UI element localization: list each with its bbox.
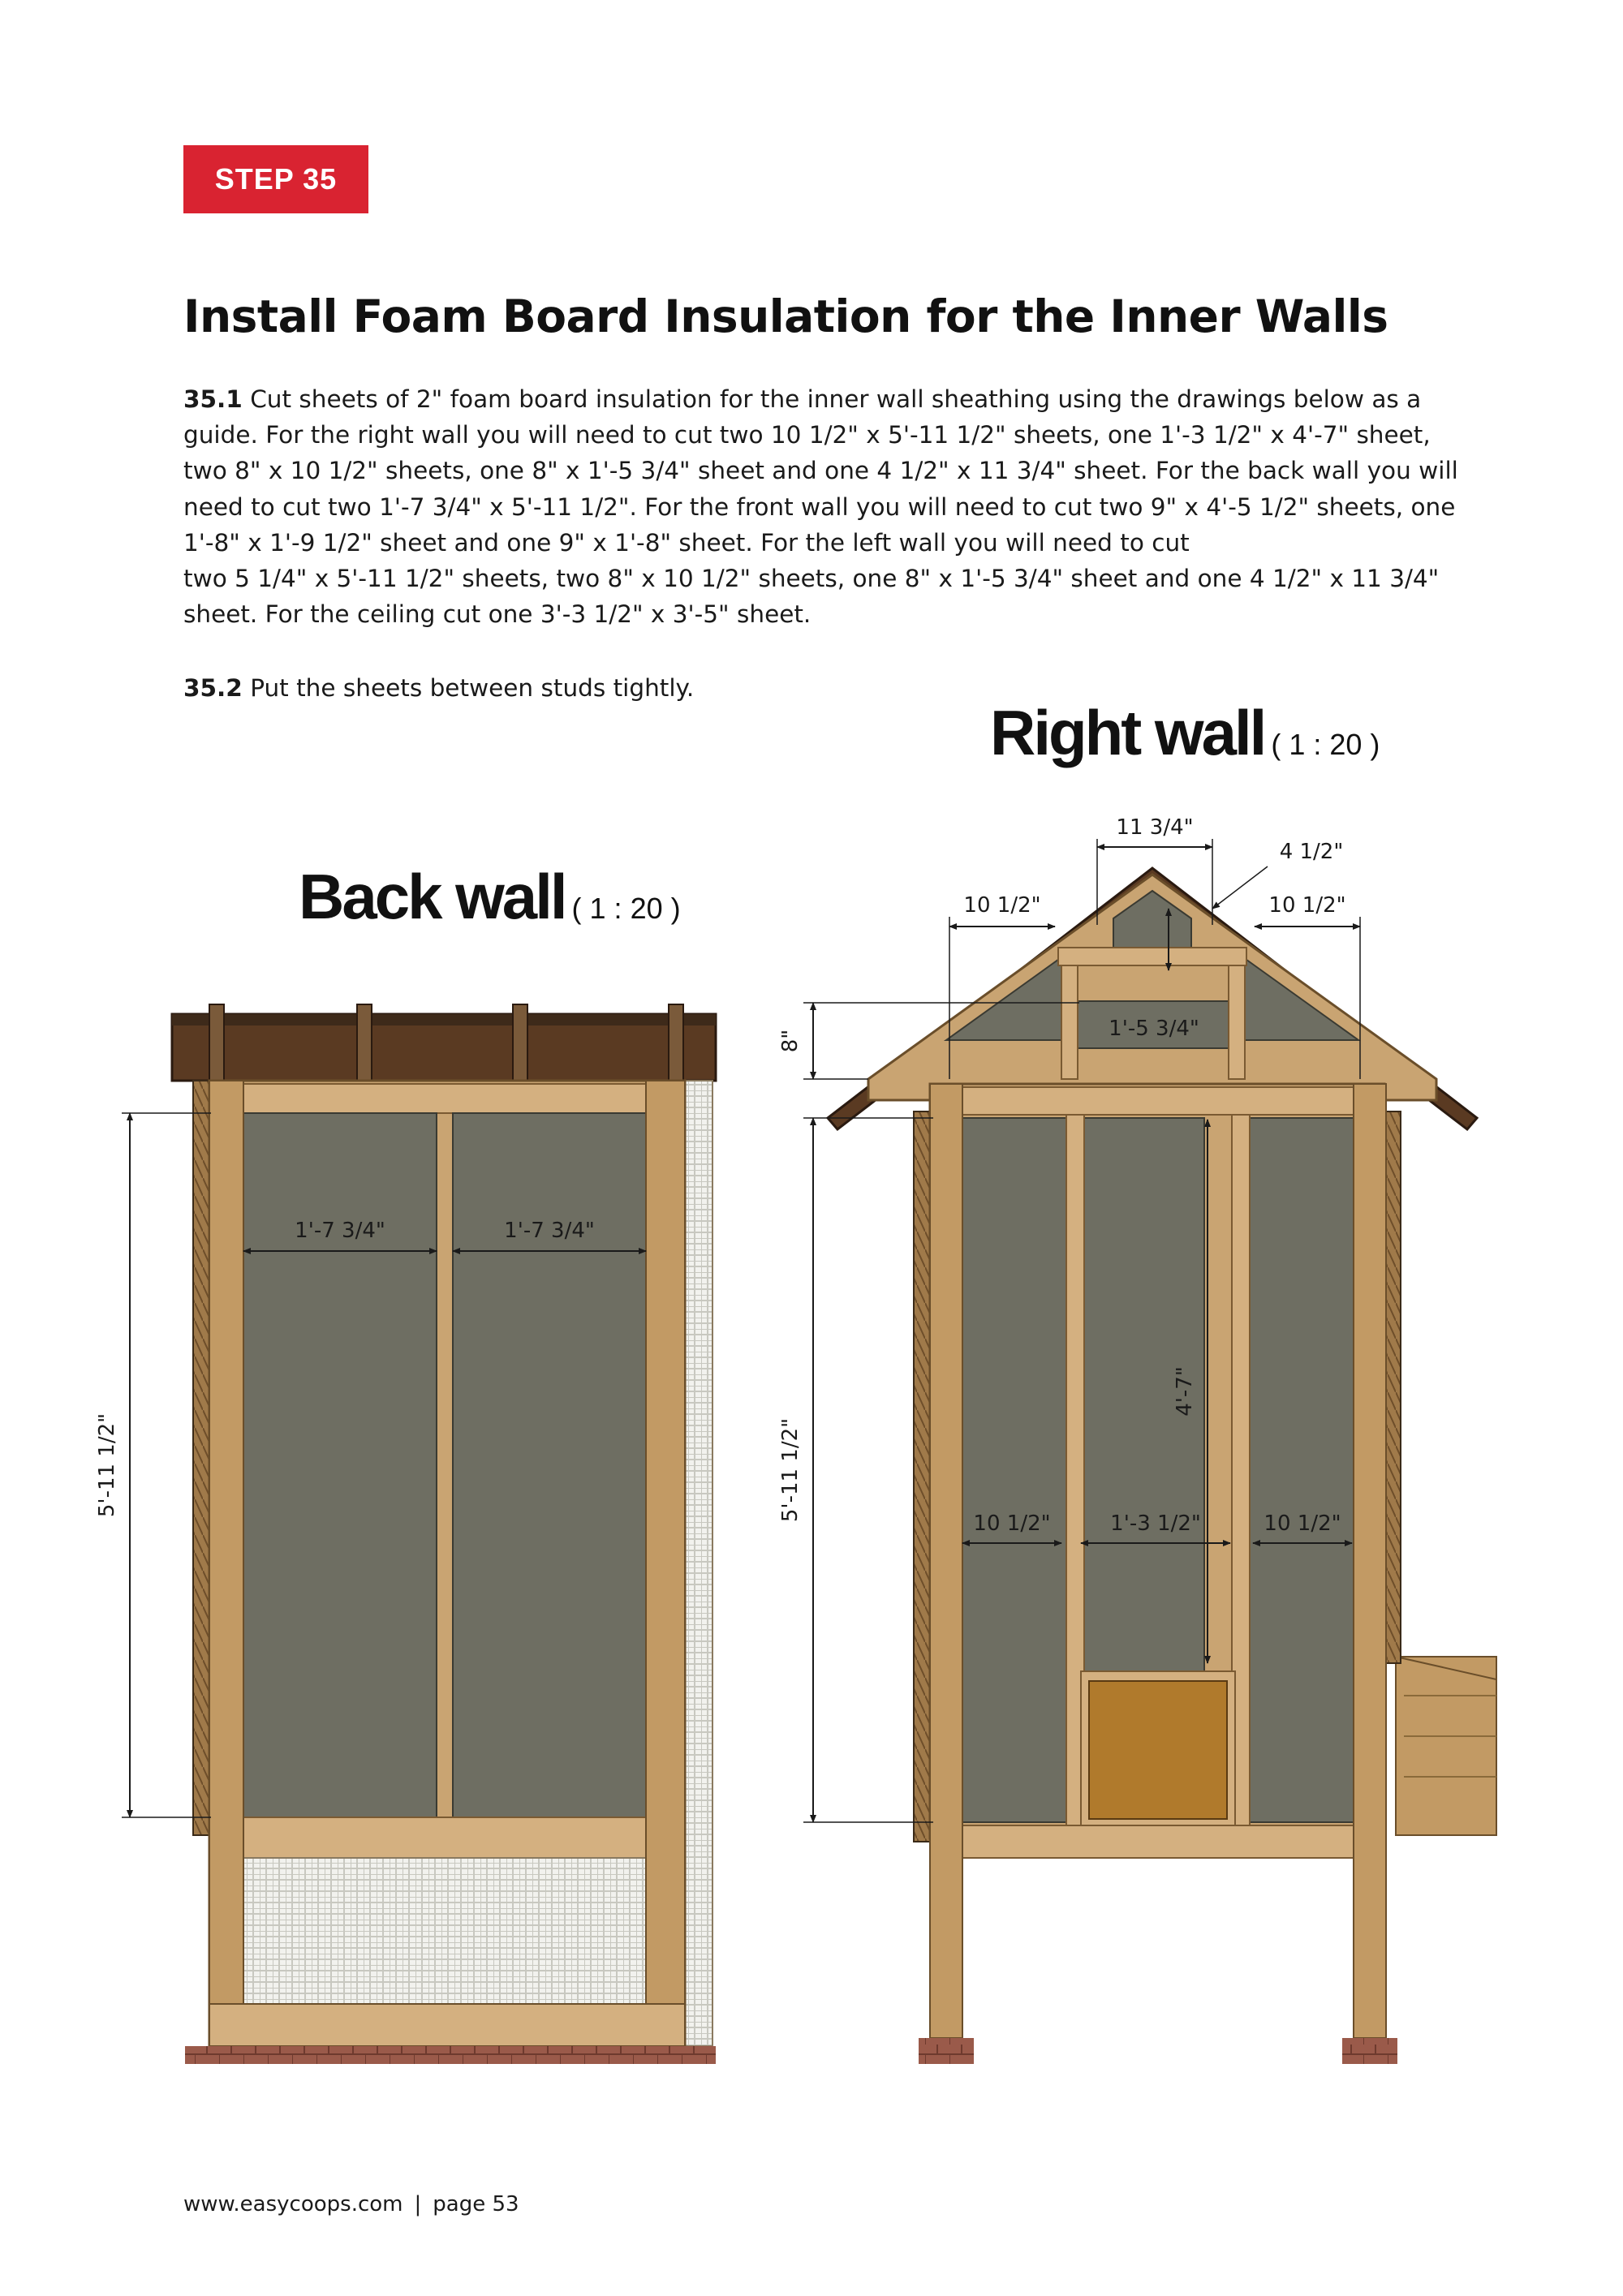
back-wall-ground bbox=[185, 2046, 716, 2064]
back-wall-mesh bbox=[243, 1858, 646, 2004]
footer-page-number: page 53 bbox=[433, 2192, 519, 2216]
page-title: Install Foam Board Insulation for the Inner Walls bbox=[183, 290, 1388, 342]
step-35-1-line-1: 35.1 Cut sheets of 2" foam board insulation for the inner wall sheathing using the drawings below as a bbox=[183, 385, 1422, 413]
back-wall-scale: ( 1 : 20 ) bbox=[571, 892, 681, 925]
right-wall-dim-bottom-left: 10 1/2" bbox=[973, 1511, 1051, 1536]
footer-site-link[interactable]: www.easycoops.com bbox=[183, 2192, 403, 2216]
back-wall-dim-height: 5'-11 1/2" bbox=[95, 1412, 119, 1518]
step-35-2-number: 35.2 bbox=[183, 674, 243, 702]
pop-door bbox=[1089, 1681, 1227, 1819]
footer bbox=[183, 2192, 519, 2216]
right-wall-dim-top-width: 11 3/4" bbox=[1116, 815, 1194, 840]
step-35-2-text: Put the sheets between studs tightly. bbox=[250, 674, 695, 702]
right-wall-scale: ( 1 : 20 ) bbox=[1271, 728, 1380, 761]
right-wall-dim-gable-left: 10 1/2" bbox=[963, 893, 1041, 918]
step-badge: STEP 35 bbox=[183, 145, 368, 213]
right-wall-dim-bottom-right: 10 1/2" bbox=[1264, 1511, 1341, 1536]
nesting-box bbox=[1396, 1657, 1496, 1835]
step-35-1-line-3: two 8" x 10 1/2" sheets, one 8" x 1'-5 3/4" sheet and one 4 1/2" x 11 3/4" sheet. For the back wall you will bbox=[183, 457, 1458, 485]
step-35-1-line-6: two 5 1/4" x 5'-11 1/2" sheets, two 8" x 10 1/2" sheets, one 8" x 1'-5 3/4" sheet and one 4 1/2" x 11 3/4" bbox=[183, 565, 1440, 593]
step-35-1-line-5: 1'-8" x 1'-9 1/2" sheet and one 9" x 1'-8" sheet. For the left wall you will need to cut bbox=[183, 528, 1190, 557]
back-wall-drawing bbox=[172, 1004, 716, 2064]
right-wall-dim-gable-right: 10 1/2" bbox=[1268, 893, 1346, 918]
step-35-1-number: 35.1 bbox=[183, 385, 243, 413]
back-wall-dim-left: 1'-7 3/4" bbox=[295, 1219, 385, 1243]
footer-separator: | bbox=[414, 2192, 422, 2216]
right-wall-dim-gable-middle: 1'-5 3/4" bbox=[1109, 1017, 1199, 1041]
right-wall-foam-left bbox=[962, 1118, 1066, 1822]
right-wall-drawing bbox=[828, 868, 1496, 2064]
right-wall-dim-top-right: 4 1/2" bbox=[1279, 840, 1344, 864]
back-wall-dim-right: 1'-7 3/4" bbox=[504, 1219, 595, 1243]
back-wall-title: Back wall ( 1 : 20 ) bbox=[299, 861, 681, 932]
step-35-1-line-2: guide. For the right wall you will need to cut two 10 1/2" x 5'-11 1/2" sheets, one 1'-3 1/2" x 4'-7" sheet, bbox=[183, 421, 1431, 449]
right-wall-dim-height: 5'-11 1/2" bbox=[778, 1417, 803, 1523]
right-wall-dim-door-height: 4'-7" bbox=[1173, 1366, 1197, 1417]
right-wall-foam-right bbox=[1250, 1118, 1354, 1822]
right-wall-dim-bottom-middle: 1'-3 1/2" bbox=[1110, 1511, 1201, 1536]
right-wall-title: Right wall ( 1 : 20 ) bbox=[990, 697, 1380, 768]
right-wall-dim-gable-height: 8" bbox=[778, 1029, 803, 1053]
step-35-1-line-7: sheet. For the ceiling cut one 3'-3 1/2" x 3'-5" sheet. bbox=[183, 600, 812, 629]
step-35-1-line-4: need to cut two 1'-7 3/4" x 5'-11 1/2". For the front wall you will need to cut two 9" x 4'-5 1/2" sheets, one bbox=[183, 492, 1456, 521]
